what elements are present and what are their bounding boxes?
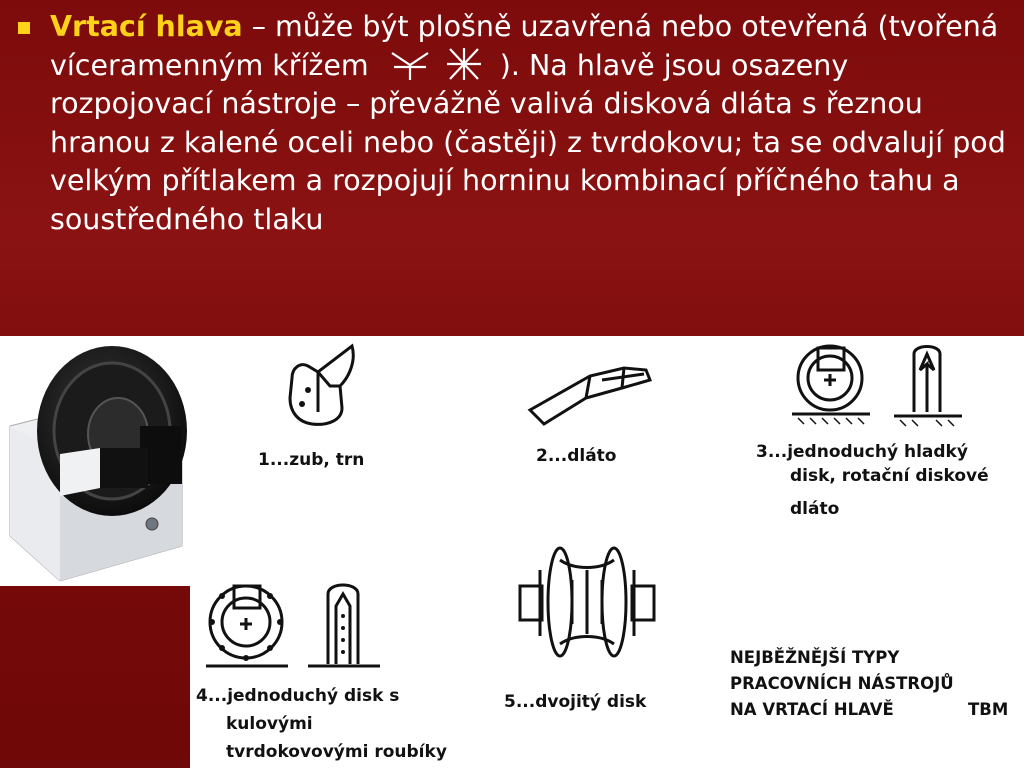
- label-tool-3-line-1: 3...jednoduchý hladký: [756, 442, 968, 462]
- note-tbm: TBM: [968, 700, 1009, 719]
- double-disc-drawing: [512, 540, 662, 660]
- bullet-square-icon: [18, 22, 30, 34]
- paragraph-text-start: – může být plošně uzavřená nebo otevřená (tvořená víceramenným křížem: [50, 10, 999, 82]
- note-line-1: NEJBĚŽNĚJŠÍ TYPY: [730, 648, 900, 667]
- smooth-disc-drawing: [790, 340, 980, 428]
- label-tool-1: 1...zub, trn: [258, 450, 365, 470]
- label-tool-3-line-2: disk, rotační diskové: [790, 466, 989, 486]
- note-line-2: PRACOVNÍCH NÁSTROJŮ: [730, 674, 954, 693]
- disc-cutter-photo: [0, 336, 190, 586]
- chisel-drawing: [526, 358, 656, 430]
- note-line-3: NA VRTACÍ HLAVĚ: [730, 700, 894, 719]
- label-tool-5: 5...dvojitý disk: [504, 692, 647, 712]
- slide-text-block: [18, 8, 1018, 239]
- term-drill-head: Vrtací hlava: [50, 10, 243, 43]
- label-tool-4-line-3: tvrdokovovými roubíky: [226, 742, 447, 762]
- tooth-pick-drawing: [278, 342, 368, 432]
- tool-types-figure: [190, 336, 1024, 768]
- label-tool-3-line-3: dláto: [790, 499, 840, 519]
- label-tool-2: 2...dláto: [536, 446, 617, 466]
- label-tool-4-line-1: 4...jednoduchý disk s: [196, 686, 400, 706]
- label-tool-4-line-2: kulovými: [226, 714, 313, 734]
- bullet-paragraph: [50, 8, 1018, 239]
- paragraph-text-end: ). Na hlavě jsou osazeny rozpojovací nástroje – převážně valivá disková dláta s řeznou hranou z kalené oceli nebo (častěji) z tvrdokovu; ta se odvalují pod velkým přítlakem a rozpojují horninu kombinací příčného tahu a soustředného tlaku: [50, 48, 1006, 236]
- button-disc-drawing: [204, 576, 384, 676]
- multi-arm-cross-icon: [384, 47, 494, 81]
